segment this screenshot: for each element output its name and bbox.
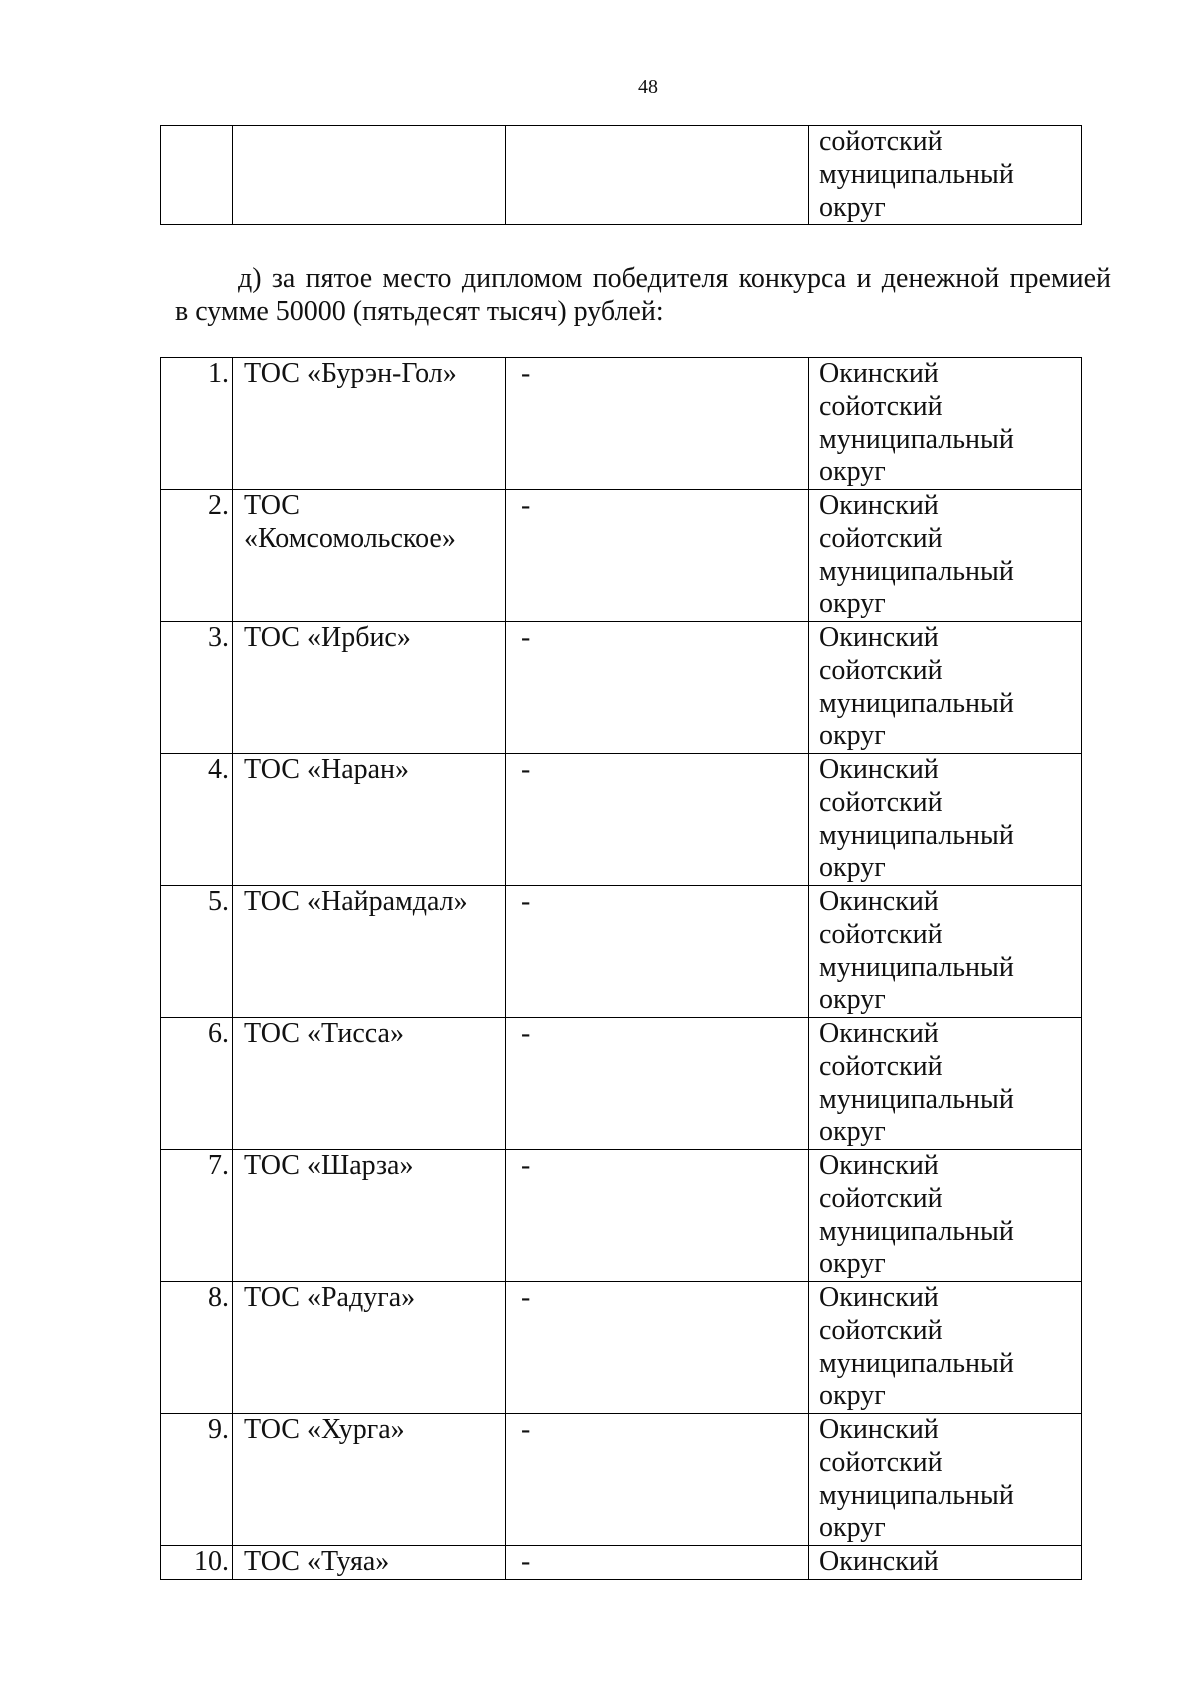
- table-row: [161, 754, 1082, 886]
- row-number: 4.: [161, 754, 233, 886]
- row-number: 2.: [161, 490, 233, 622]
- dash-cell: -: [506, 1414, 809, 1546]
- district-cell: Окинский сойотский муниципальный округ: [809, 1150, 1082, 1282]
- dash-cell: -: [506, 1546, 809, 1580]
- row-number: 5.: [161, 886, 233, 1018]
- tos-name: ТОС «Бурэн-Гол»: [233, 358, 506, 490]
- table-row: [161, 1282, 1082, 1414]
- district-cell: Окинский сойотский муниципальный округ: [809, 1018, 1082, 1150]
- page-number: 48: [638, 76, 658, 98]
- tos-name: ТОС «Ирбис»: [233, 622, 506, 754]
- award-paragraph-line: д) за пятое место дипломом победителя конкурса и денежной премией: [238, 263, 1111, 294]
- district-cell: Окинский: [809, 1546, 1082, 1580]
- dash-cell: -: [506, 754, 809, 886]
- table-row: [161, 490, 1082, 622]
- tos-name: ТОС «Шарза»: [233, 1150, 506, 1282]
- table-row: [161, 622, 1082, 754]
- award-paragraph-line: в сумме 50000 (пятьдесят тысяч) рублей:: [175, 296, 664, 327]
- row-number: 10.: [161, 1546, 233, 1580]
- row-number: [161, 126, 233, 225]
- table-row: [161, 126, 1082, 225]
- tos-name: ТОС «Найрамдал»: [233, 886, 506, 1018]
- tos-name: [233, 126, 506, 225]
- continued-table: [160, 125, 1082, 225]
- table-row: [161, 1414, 1082, 1546]
- tos-name: ТОС «Комсомольское»: [233, 490, 506, 622]
- tos-name: ТОС «Туяа»: [233, 1546, 506, 1580]
- district-cell: Окинский сойотский муниципальный округ: [809, 1414, 1082, 1546]
- row-number: 9.: [161, 1414, 233, 1546]
- table-row: [161, 1546, 1082, 1580]
- winners-table-body: [161, 358, 1082, 1580]
- row-number: 8.: [161, 1282, 233, 1414]
- row-number: 7.: [161, 1150, 233, 1282]
- dash-cell: [506, 126, 809, 225]
- dash-cell: -: [506, 490, 809, 622]
- row-number: 3.: [161, 622, 233, 754]
- table-row: [161, 358, 1082, 490]
- district-cell: Окинский сойотский муниципальный округ: [809, 886, 1082, 1018]
- winners-table: [160, 357, 1082, 1580]
- table-row: [161, 1150, 1082, 1282]
- district-cell: Окинский сойотский муниципальный округ: [809, 358, 1082, 490]
- award-paragraph: [175, 262, 1111, 328]
- table-row: [161, 886, 1082, 1018]
- tos-name: ТОС «Наран»: [233, 754, 506, 886]
- dash-cell: -: [506, 886, 809, 1018]
- dash-cell: -: [506, 1150, 809, 1282]
- dash-cell: -: [506, 622, 809, 754]
- row-number: 1.: [161, 358, 233, 490]
- district-cell: Окинский сойотский муниципальный округ: [809, 490, 1082, 622]
- table-row: [161, 1018, 1082, 1150]
- district-cell: сойотский муниципальный округ: [809, 126, 1082, 225]
- tos-name: ТОС «Радуга»: [233, 1282, 506, 1414]
- tos-name: ТОС «Хурга»: [233, 1414, 506, 1546]
- dash-cell: -: [506, 1018, 809, 1150]
- district-cell: Окинский сойотский муниципальный округ: [809, 1282, 1082, 1414]
- continued-table-body: [161, 126, 1082, 225]
- dash-cell: -: [506, 358, 809, 490]
- district-cell: Окинский сойотский муниципальный округ: [809, 754, 1082, 886]
- dash-cell: -: [506, 1282, 809, 1414]
- tos-name: ТОС «Тисса»: [233, 1018, 506, 1150]
- district-cell: Окинский сойотский муниципальный округ: [809, 622, 1082, 754]
- row-number: 6.: [161, 1018, 233, 1150]
